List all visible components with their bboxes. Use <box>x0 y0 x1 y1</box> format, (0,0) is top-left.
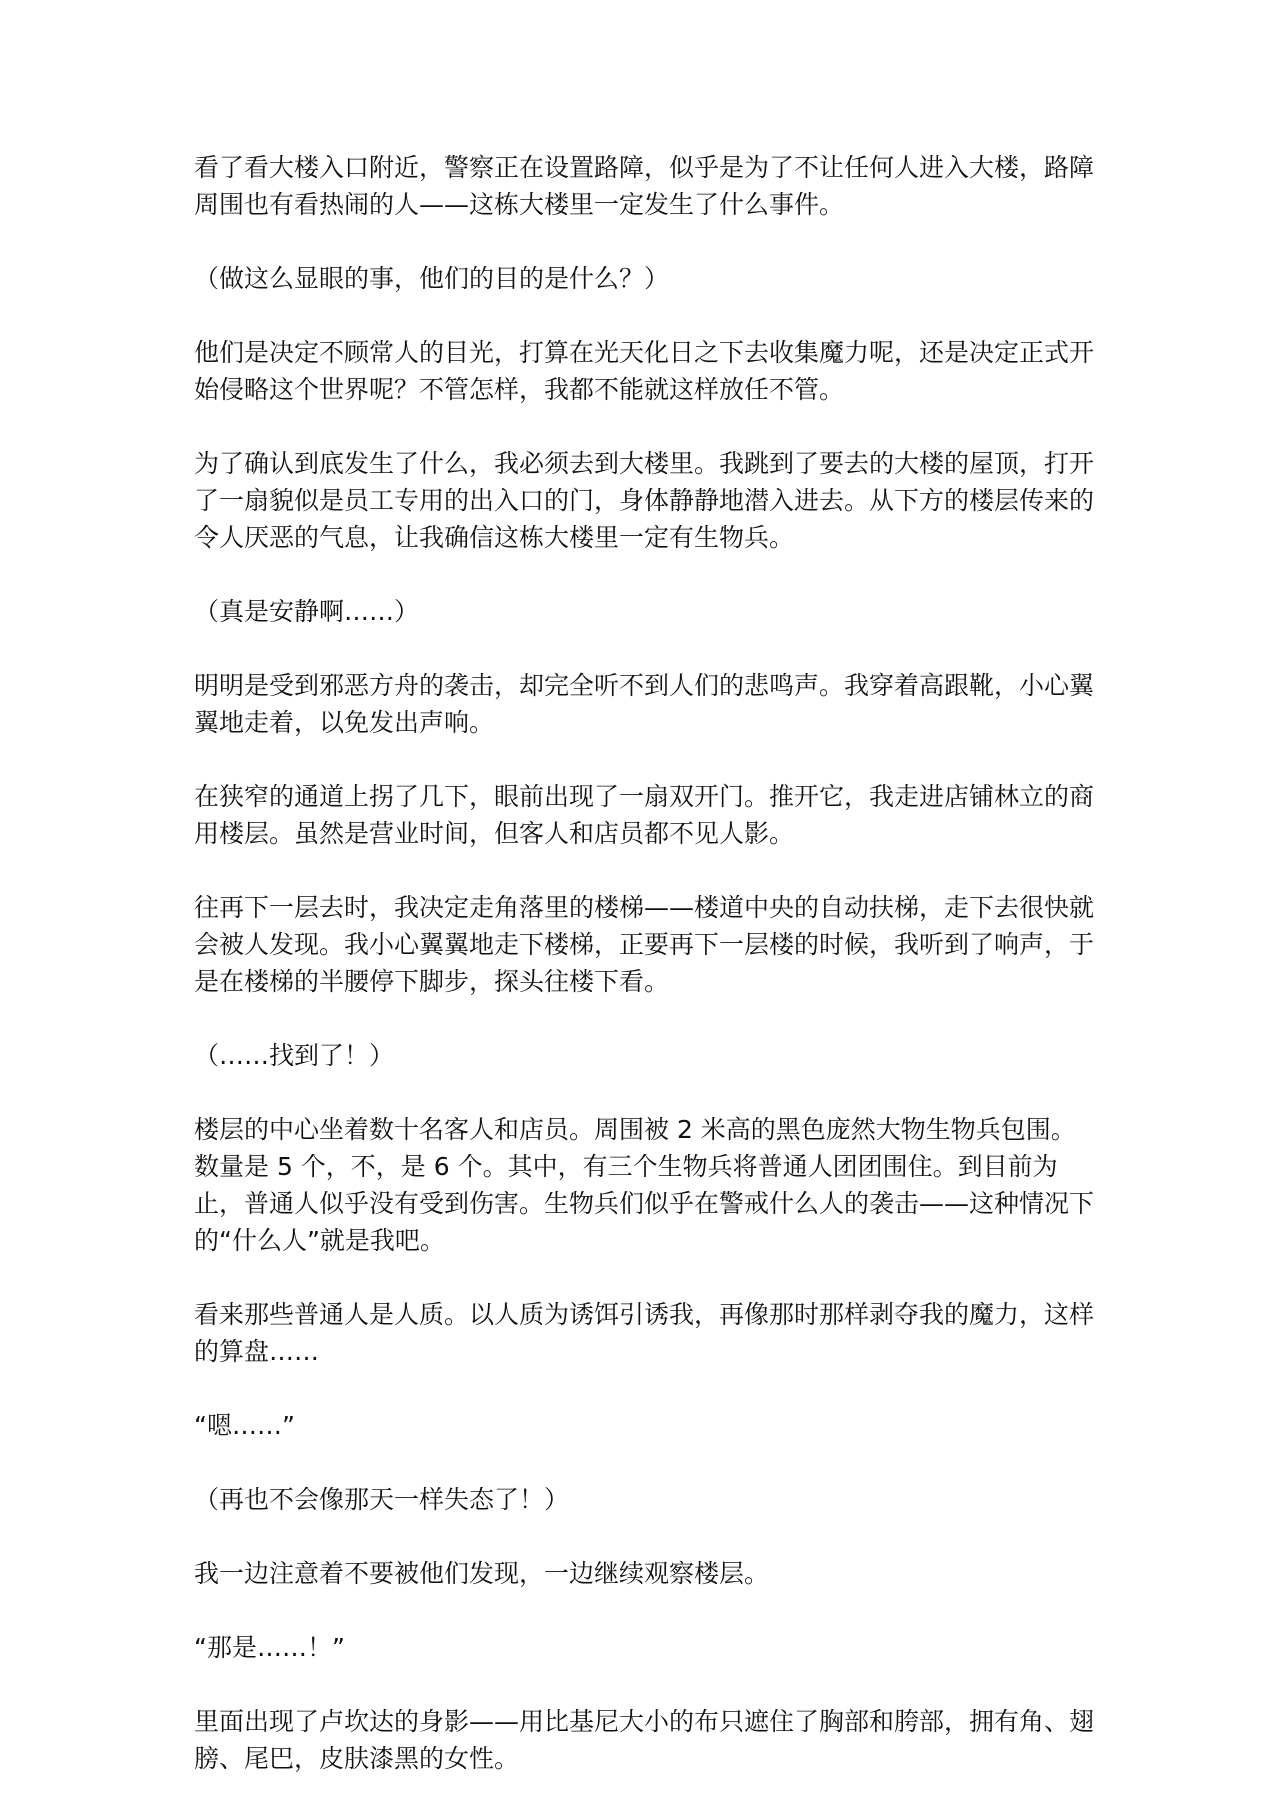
paragraph: 明明是受到邪恶方舟的袭击，却完全听不到人们的悲鸣声。我穿着高跟靴，小心翼翼地走着，以免发出声响。 <box>194 671 1095 737</box>
paragraph: 我一边注意着不要被他们发现，一边继续观察楼层。 <box>194 1559 770 1588</box>
paragraph: （……找到了！） <box>194 1041 395 1070</box>
paragraph: “嗯……” <box>194 1411 295 1440</box>
paragraph: 为了确认到底发生了什么，我必须去到大楼里。我跳到了要去的大楼的屋顶，打开了一扇貌似是员工专用的出入口的门，身体静静地潜入进去。从下方的楼层传来的令人厌恶的气息，让我确信这栋大楼里一定有生物兵。 <box>194 449 1095 552</box>
paragraph: （再也不会像那天一样失态了！） <box>194 1485 570 1514</box>
paragraph: 看了看大楼入口附近，警察正在设置路障，似乎是为了不让任何人进入大楼，路障周围也有看热闹的人——这栋大楼里一定发生了什么事件。 <box>194 153 1095 219</box>
paragraph: （做这么显眼的事，他们的目的是什么？） <box>194 264 670 293</box>
paragraph: 他们是决定不顾常人的目光，打算在光天化日之下去收集魔力呢，还是决定正式开始侵略这个世界呢？不管怎样，我都不能就这样放任不管。 <box>194 338 1095 404</box>
paragraph: 里面出现了卢坎达的身影——用比基尼大小的布只遮住了胸部和胯部，拥有角、翅膀、尾巴，皮肤漆黑的女性。 <box>194 1707 1095 1773</box>
paragraph: 楼层的中心坐着数十名客人和店员。周围被 2 米高的黑色庞然大物生物兵包围。数量是 5 个，不，是 6 个。其中，有三个生物兵将普通人团团围住。到目前为止，普通人似乎没有受到伤害。生物兵们似乎在警戒什么人的袭击——这种情况下的“什么人”就是我吧。 <box>194 1115 1095 1255</box>
paragraph: 在狭窄的通道上拐了几下，眼前出现了一扇双开门。推开它，我走进店铺林立的商用楼层。虽然是营业时间，但客人和店员都不见人影。 <box>194 782 1095 848</box>
paragraph: 往再下一层去时，我决定走角落里的楼梯——楼道中央的自动扶梯，走下去很快就会被人发现。我小心翼翼地走下楼梯，正要再下一层楼的时候，我听到了响声，于是在楼梯的半腰停下脚步，探头往楼下看。 <box>194 893 1095 996</box>
paragraph: “那是……！” <box>194 1633 345 1662</box>
document-body <box>194 149 1094 1777</box>
paragraph: （真是安静啊……） <box>194 597 420 626</box>
paragraph: 看来那些普通人是人质。以人质为诱饵引诱我，再像那时那样剥夺我的魔力，这样的算盘…… <box>194 1300 1095 1366</box>
